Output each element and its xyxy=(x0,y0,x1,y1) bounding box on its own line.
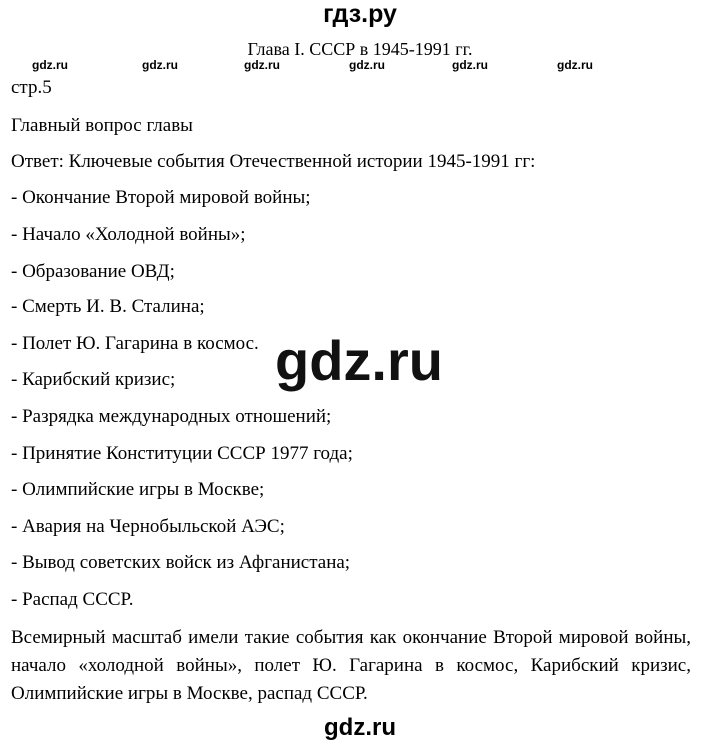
event-item: - Карибский кризис; xyxy=(11,369,176,390)
chapter-title: Глава I. СССР в 1945-1991 гг. xyxy=(247,39,473,59)
watermark-row xyxy=(0,58,720,74)
watermark-large: gdz.ru xyxy=(275,329,443,392)
watermark-small: gdz.ru xyxy=(32,58,68,72)
event-item: - Распад СССР. xyxy=(11,589,134,610)
event-item: - Смерть И. В. Сталина; xyxy=(11,296,205,317)
conclusion-paragraph: Всемирный масштаб имели такие события как окончание Второй мировой войны, начало «холодной войны», полет Ю. Гагарина в космос, Карибский кризис, Олимпийские игры в Москве, распад СССР. xyxy=(11,627,691,704)
event-item: - Вывод советских войск из Афганистана; xyxy=(11,552,351,573)
event-item: - Полет Ю. Гагарина в космос. xyxy=(11,333,259,354)
watermark-small: gdz.ru xyxy=(349,58,385,72)
event-item: - Принятие Конституции СССР 1977 года; xyxy=(11,443,353,464)
watermark-bottom: gdz.ru xyxy=(324,714,396,741)
event-item: - Окончание Второй мировой войны; xyxy=(11,187,311,208)
answer-intro: Ответ: Ключевые события Отечественной истории 1945-1991 гг: xyxy=(11,151,536,172)
watermark-small: gdz.ru xyxy=(244,58,280,72)
event-item: - Авария на Чернобыльской АЭС; xyxy=(11,516,285,537)
event-item: - Начало «Холодной войны»; xyxy=(11,224,246,245)
event-item: - Разрядка международных отношений; xyxy=(11,406,332,427)
watermark-small: gdz.ru xyxy=(452,58,488,72)
watermark-small: gdz.ru xyxy=(557,58,593,72)
site-title: гдз.ру xyxy=(323,0,397,28)
question-heading: Главный вопрос главы xyxy=(11,115,193,136)
watermark-small: gdz.ru xyxy=(142,58,178,72)
event-item: - Олимпийские игры в Москве; xyxy=(11,479,265,500)
page-reference: стр.5 xyxy=(11,77,52,98)
event-item: - Образование ОВД; xyxy=(11,261,175,282)
